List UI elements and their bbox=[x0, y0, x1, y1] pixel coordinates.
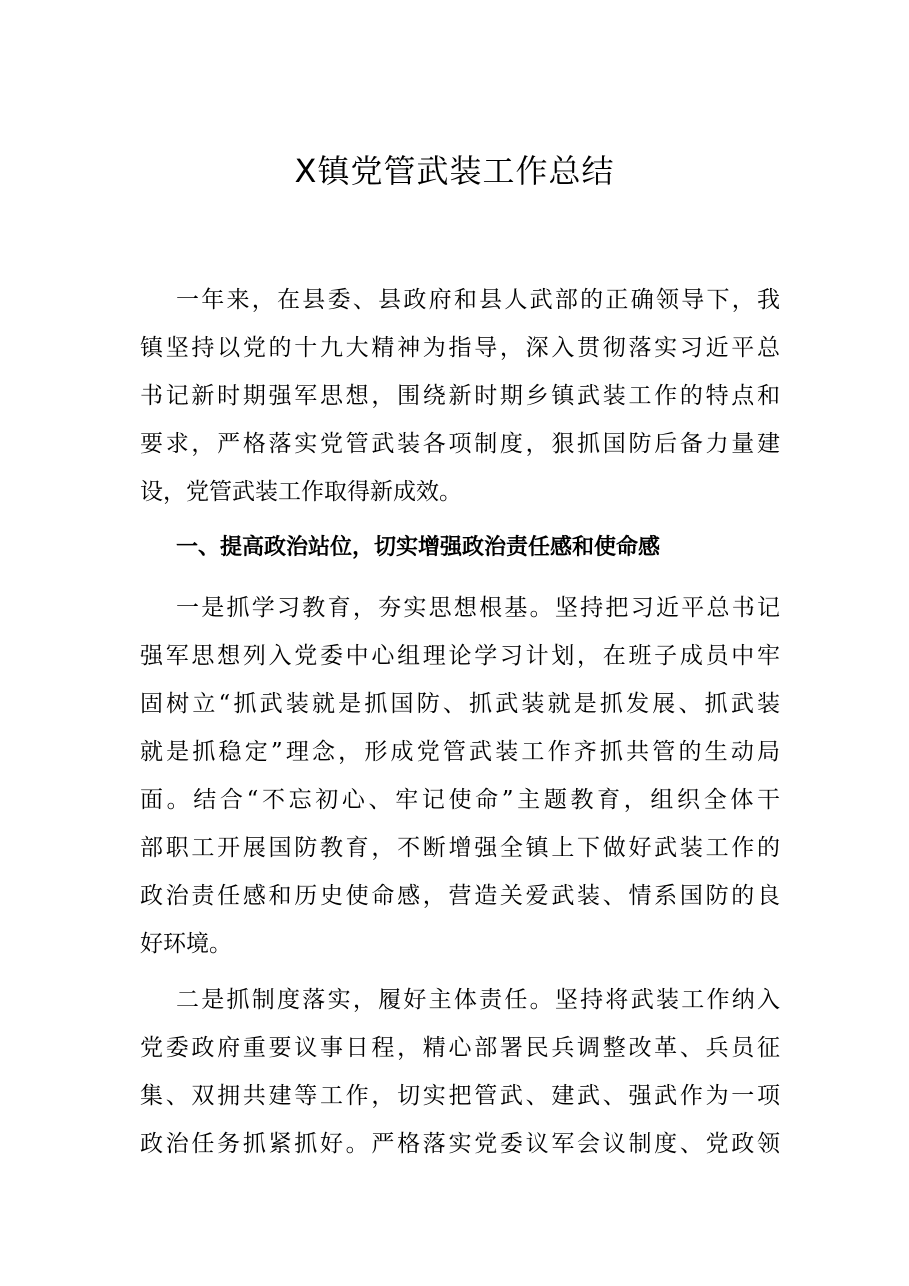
para1-line-5: 面。结合“不忘初心、牢记使命”主题教育，组织全体干 bbox=[140, 787, 780, 813]
para1-line-7: 政治责任感和历史使命感，营造关爱武装、情系国防的良 bbox=[140, 883, 780, 909]
intro-line-4: 要求，严格落实党管武装各项制度，狠抓国防后备力量建 bbox=[140, 431, 780, 457]
intro-line-1: 一年来，在县委、县政府和县人武部的正确领导下，我 bbox=[176, 287, 780, 313]
para1-line-8: 好环境。 bbox=[140, 931, 232, 957]
para1-line-6: 部职工开展国防教育，不断增强全镇上下做好武装工作的 bbox=[140, 835, 780, 861]
para2-line-3: 集、双拥共建等工作，切实把管武、建武、强武作为一项 bbox=[140, 1083, 780, 1109]
intro-line-5: 设，党管武装工作取得新成效。 bbox=[140, 479, 462, 505]
intro-line-3: 书记新时期强军思想，围绕新时期乡镇武装工作的特点和 bbox=[140, 383, 780, 409]
document-title: X镇党管武装工作总结 bbox=[294, 152, 615, 190]
para1-line-4: 就是抓稳定”理念，形成党管武装工作齐抓共管的生动局 bbox=[140, 739, 780, 765]
section-heading-1: 一、提高政治站位，切实增强政治责任感和使命感 bbox=[176, 535, 661, 560]
para1-line-1: 一是抓学习教育，夯实思想根基。坚持把习近平总书记 bbox=[176, 595, 780, 621]
para1-line-3: 固树立“抓武装就是抓国防、抓武装就是抓发展、抓武装 bbox=[140, 691, 780, 717]
para2-line-4: 政治任务抓紧抓好。严格落实党委议军会议制度、党政领 bbox=[140, 1131, 780, 1157]
para2-line-1: 二是抓制度落实，履好主体责任。坚持将武装工作纳入 bbox=[176, 987, 780, 1013]
para1-line-2: 强军思想列入党委中心组理论学习计划，在班子成员中牢 bbox=[140, 643, 780, 669]
para2-line-2: 党委政府重要议事日程，精心部署民兵调整改革、兵员征 bbox=[140, 1035, 780, 1061]
intro-line-2: 镇坚持以党的十九大精神为指导，深入贯彻落实习近平总 bbox=[140, 335, 780, 361]
